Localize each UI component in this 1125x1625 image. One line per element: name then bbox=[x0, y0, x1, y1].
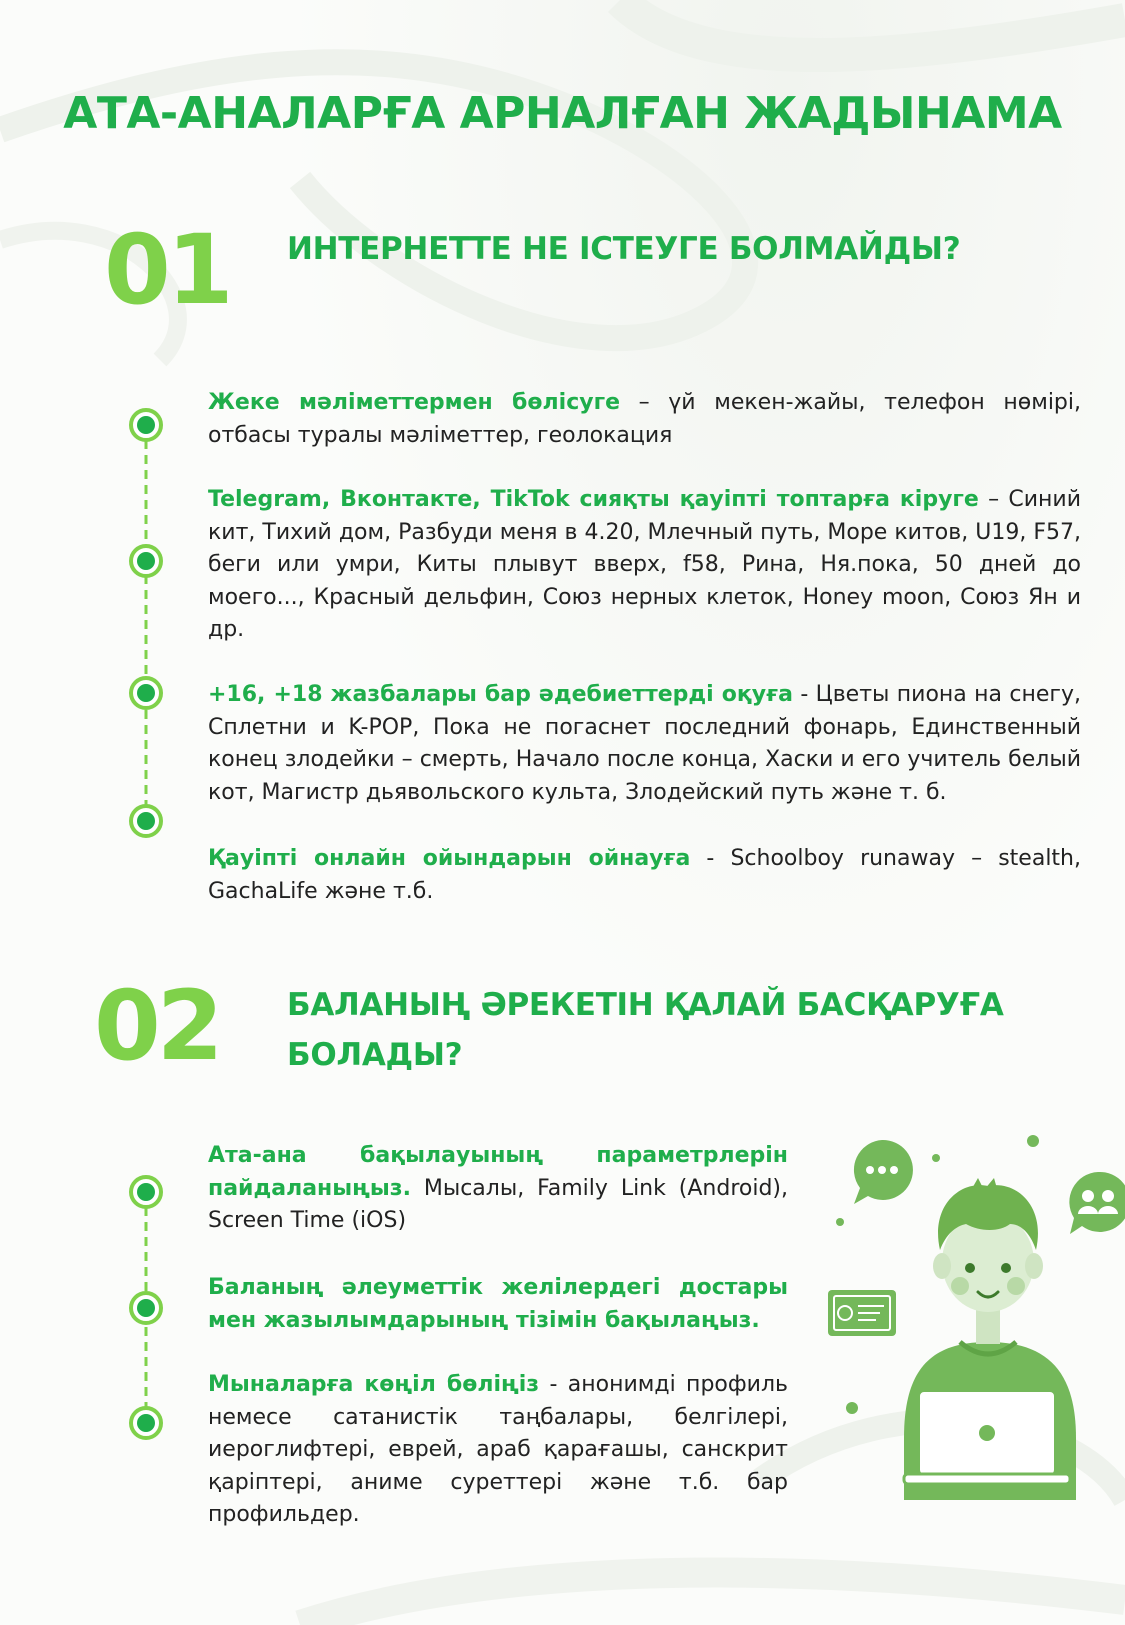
item-highlight: Баланың әлеуметтік желілердегі достары мен жазылымдарының тізімін бақылаңыз. bbox=[208, 1275, 788, 1333]
item-highlight: Мыналарға көңіл бөліңіз bbox=[208, 1372, 540, 1397]
item-text: – Синий кит, Тихий дом, Разбуди меня в 4.20, Млечный путь, Море китов, U19, F57, беги или умри, Киты плывут вверх, f58, Рина, Ня.пока, 50 дней до моего..., Красный дельфин, Союз нерных клеток, Honey moon, Союз Ян и др. bbox=[208, 487, 1082, 642]
item-highlight: Жеке мәліметтермен бөлісуге bbox=[208, 390, 620, 415]
timeline-dot bbox=[131, 1408, 161, 1438]
item-highlight: +16, +18 жазбалары бар әдебиеттерді оқуға bbox=[208, 682, 793, 707]
section-heading: БАЛАНЫҢ ӘРЕКЕТІН ҚАЛАЙ БАСҚАРУҒА БОЛАДЫ? bbox=[287, 987, 1004, 1073]
laptop-icon bbox=[904, 1390, 1070, 1484]
section-number: 01 bbox=[104, 214, 230, 326]
item-text: Мысалы, Family Link (Android), Screen Time (iOS) bbox=[208, 1175, 788, 1233]
timeline-dot bbox=[131, 806, 161, 836]
list-item bbox=[208, 387, 1081, 452]
group-chat-icon bbox=[1069, 1172, 1125, 1234]
timeline-dot bbox=[131, 1293, 161, 1323]
timeline-dot bbox=[131, 678, 161, 708]
id-card-icon bbox=[828, 1290, 896, 1336]
list-item bbox=[208, 1140, 788, 1238]
list-item bbox=[208, 1272, 788, 1337]
item-highlight: Қауіпті онлайн ойындарын ойнауға bbox=[208, 846, 691, 871]
timeline-dot bbox=[131, 1177, 161, 1207]
item-highlight: Telegram, Вконтакте, TikTok сияқты қауіпті топтарға кіруге bbox=[208, 487, 979, 512]
page-title: АТА-АНАЛАРҒА АРНАЛҒАН ЖАДЫНАМА bbox=[63, 88, 1062, 139]
timeline-dot bbox=[131, 546, 161, 576]
timeline-dot bbox=[131, 410, 161, 440]
chat-dots-icon bbox=[854, 1140, 913, 1204]
item-text: - Цветы пиона на снегу, Сплетни и K-POP, Пока не погаснет последний фонарь, Единственный конец злодейки – смерть, Начало после конца, Хаски и его учитель белый кот, Магистр дьявольского культа, Злодейский путь және т. б. bbox=[208, 682, 1081, 805]
list-item bbox=[208, 1369, 788, 1532]
item-text: - Schoolboy runaway – stealth, GachaLife және т.б. bbox=[208, 846, 1081, 904]
item-text: - анонимді профиль немесе сатанистік таңбалары, белгілері, иероглифтері, еврей, араб қарағашы, санскрит қаріптері, аниме суреттері және т.б. бар профильдер. bbox=[208, 1372, 788, 1527]
item-text: – үй мекен-жайы, телефон нөмірі, отбасы туралы мәліметтер, геолокация bbox=[208, 390, 1082, 448]
section-heading: ИНТЕРНЕТТЕ НЕ ІСТЕУГЕ БОЛМАЙДЫ? bbox=[287, 231, 961, 267]
section-number: 02 bbox=[94, 970, 220, 1082]
list-item bbox=[208, 679, 1081, 809]
item-highlight: Ата-ана бақылауының параметрлерін пайдаланыңыз. bbox=[208, 1143, 788, 1201]
boy-with-laptop-illustration bbox=[820, 1120, 1125, 1520]
list-item bbox=[208, 843, 1081, 908]
list-item bbox=[208, 484, 1081, 647]
